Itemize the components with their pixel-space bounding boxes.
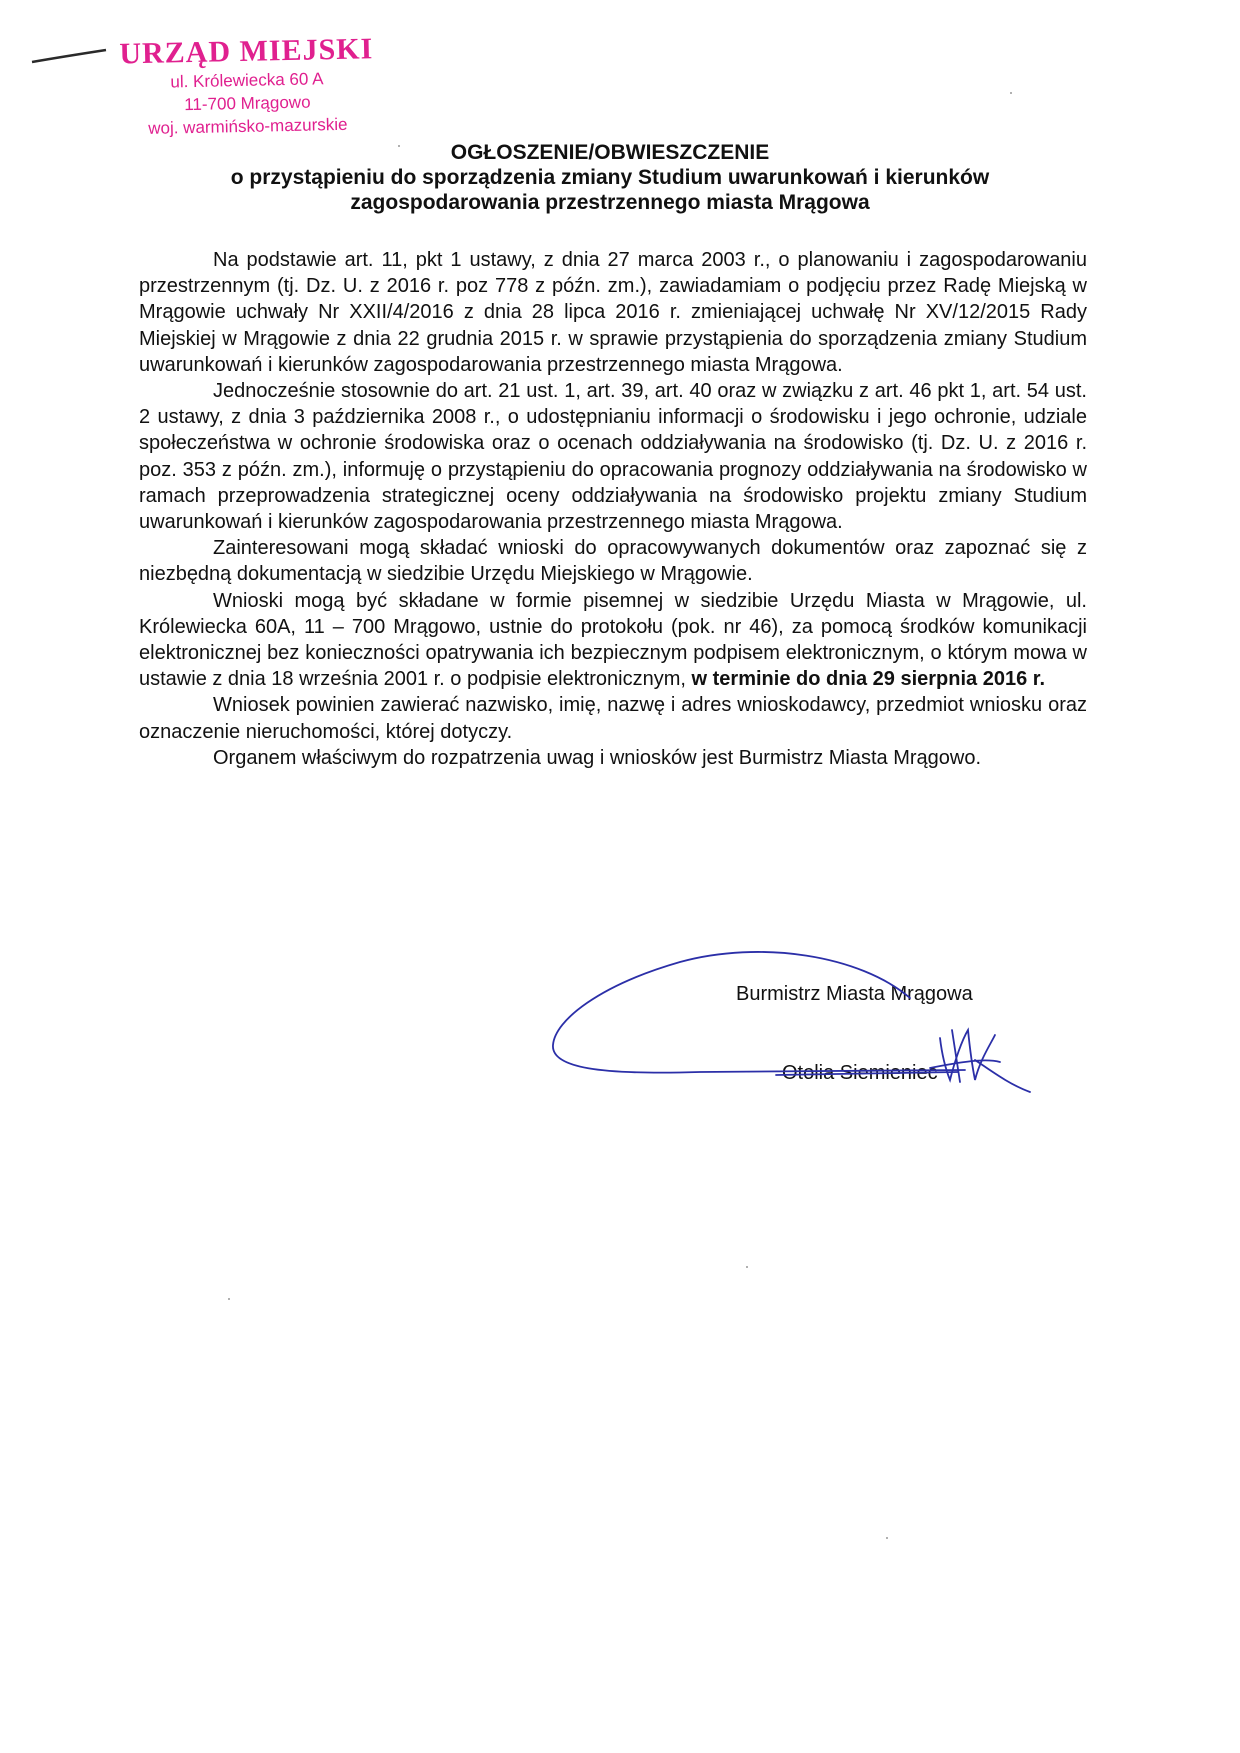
submission-deadline: w terminie do dnia 29 sierpnia 2016 r. <box>691 668 1046 691</box>
submission-methods-text: Wnioski mogą być składane w formie pisemnej w siedzibie Urzędu Miasta w Mrągowie, ul. Królewiecka 60A, 11 – 700 Mrągowo, ustnie do protokołu (pok. nr 46), za pomocą środków komunikacji elektronicznej bez konieczności opatrywania ich bezpiecznym podpisem elektronicznym, o którym mowa w ustawie z dnia 18 września 2001 r. o podpisie elektronicznym, <box>139 589 1087 691</box>
stamp-address-region: woj. warmińsko-mazurskie <box>148 114 348 138</box>
document-title: OGŁOSZENIE/OBWIESZCZENIE <box>450 141 770 164</box>
office-stamp <box>96 32 398 141</box>
scan-speck <box>886 1537 888 1539</box>
stamp-address-city: 11-700 Mrągowo <box>184 92 311 115</box>
paragraph-legal-basis: Na podstawie art. 11, pkt 1 ustawy, z dnia 27 marca 2003 r., o planowaniu i zagospodarowaniu przestrzennym (tj. Dz. U. z 2016 r. poz 778 z późn. zm.), zawiadamiam o podjęciu przez Radę Miejską w Mrągowie uchwały Nr XXII/4/2016 z dnia 28 lipca 2016 r. zmieniającej uchwałę Nr XV/12/2015 Rady Miejskiej w Mrągowie z dnia 22 grudnia 2015 r. w sprawie przystąpienia do sporządzenia zmiany Studium uwarunkowań i kierunków zagospodarowania przestrzennego miasta Mrągowa. <box>139 249 1087 376</box>
signatory-name: Otolia Siemieniec <box>782 1062 938 1084</box>
paragraph-competent-authority: Organem właściwym do rozpatrzenia uwag i wniosków jest Burmistrz Miasta Mrągowo. <box>213 746 982 769</box>
signatory-office: Burmistrz Miasta Mrągowa <box>736 983 973 1005</box>
document-subtitle-line-2: zagospodarowania przestrzennego miasta Mrągowa <box>350 191 870 214</box>
scan-speck <box>1010 92 1012 94</box>
scan-speck <box>398 145 400 147</box>
paragraph-environmental-forecast: Jednocześnie stosownie do art. 21 ust. 1, art. 39, art. 40 oraz w związku z art. 46 pkt 1, art. 54 ust. 2 ustawy, z dnia 3 października 2008 r., o udostępnianiu informacji o środowisku i jego ochronie, udziale społeczeństwa w ochronie środowiska oraz o ocenach oddziaływania na środowisko (tj. Dz. U. z 2016 r. poz. 353 z późn. zm.), informuję o przystąpieniu do opracowania prognozy oddziaływania na środowisko w ramach przeprowadzenia strategicznej oceny oddziaływania na środowisko projektu zmiany Studium uwarunkowań i kierunków zagospodarowania przestrzennego miasta Mrągowa. <box>139 380 1087 534</box>
document-body <box>139 247 1087 771</box>
document-header <box>130 140 1090 215</box>
document-subtitle-line-1: o przystąpieniu do sporządzenia zmiany Studium uwarunkowań i kierunków <box>230 166 990 189</box>
stamp-address-street: ul. Królewiecka 60 A <box>170 69 324 92</box>
paragraph-submissions-info: Zainteresowani mogą składać wnioski do opracowywanych dokumentów oraz zapoznać się z niezbędną dokumentacją w siedzibie Urzędu Miejskiego w Mrągowie. <box>139 537 1087 586</box>
scan-speck <box>746 1266 748 1268</box>
stamp-title: URZĄD MIEJSKI <box>119 32 374 71</box>
paragraph-submission-methods <box>139 588 1087 693</box>
paragraph-application-contents: Wniosek powinien zawierać nazwisko, imię, nazwę i adres wnioskodawcy, przedmiot wniosku oraz oznaczenie nieruchomości, której dotyczy. <box>139 694 1087 743</box>
scan-speck <box>228 1298 230 1300</box>
